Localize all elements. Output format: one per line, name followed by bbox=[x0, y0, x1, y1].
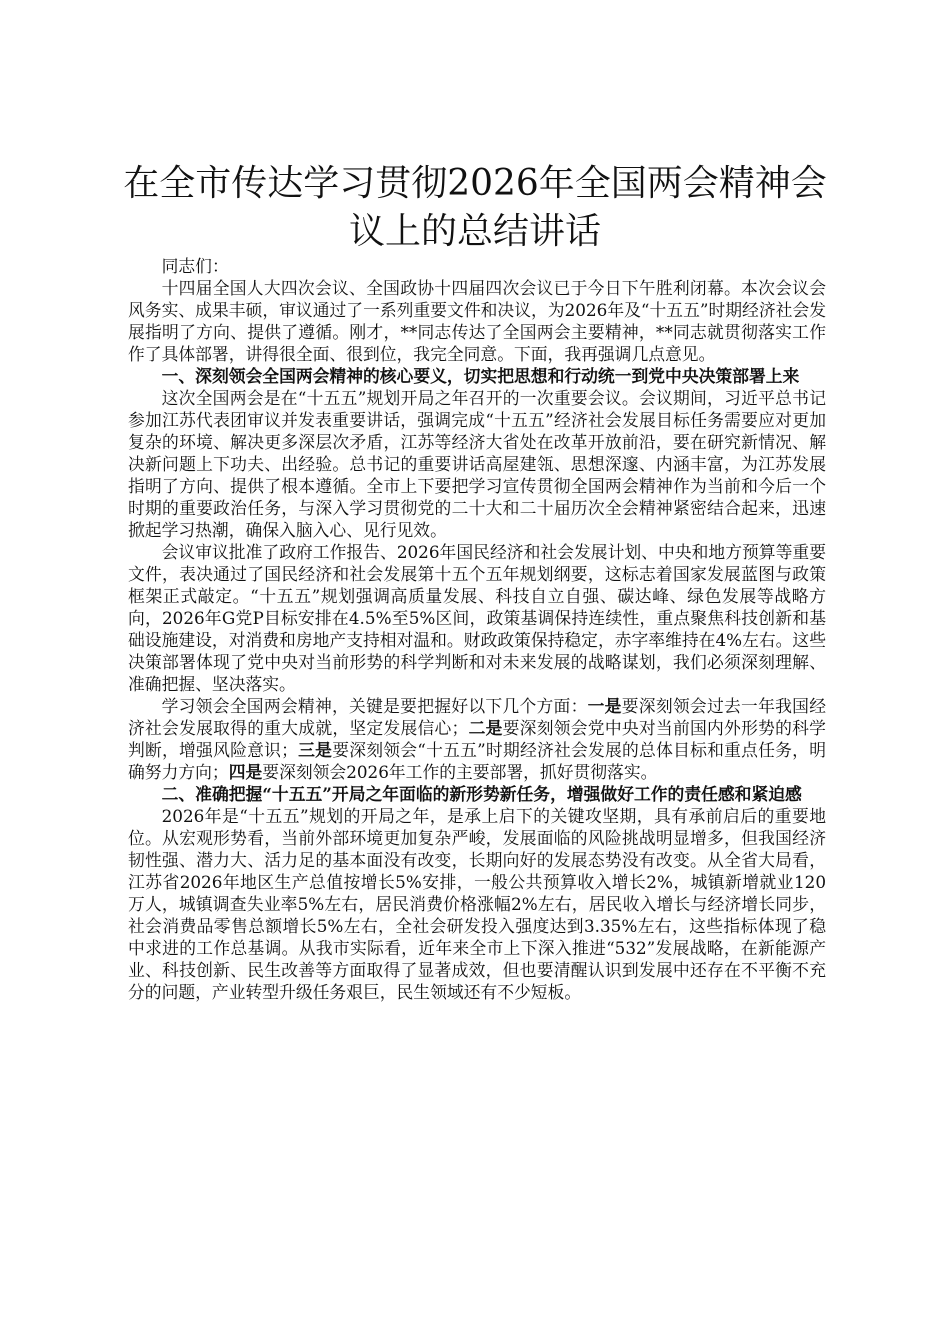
title-line-1: 在全市传达学习贯彻2026年全国两会精神会 bbox=[123, 163, 827, 204]
paragraph-3: 会议审议批准了政府工作报告、2026年国民经济和社会发展计划、中央和地方预算等重要文件，表决通过了国民经济和社会发展第十五个五年规划纲要，这标志着国家发展蓝图与政策框架正式敲定。“十五五”规划强调高质量发展、科技自立自强、碳达峰、绿色发展等战略方向，2026年G党P目标安排在4.5%至5%区间，政策基调保持连续性，重点聚焦科技创新和基础设施建设，对消费和房地产支持相对温和。财政政策保持稳定，赤字率维持在4%左右。这些决策部署体现了党中央对当前形势的科学判断和对未来发展的战略谋划，我们必须深刻理解、准确把握、坚决落实。 bbox=[128, 542, 826, 694]
p4-marker-3: 三是 bbox=[297, 740, 333, 760]
p4-lead: 学习领会全国两会精神，关键是要把握好以下几个方面： bbox=[161, 696, 588, 716]
paragraph-5: 2026年是“十五五”规划的开局之年，是承上启下的关键攻坚期，具有承前启后的重要地位。从宏观形势看，当前外部环境更加复杂严峻，发展面临的风险挑战明显增多，但我国经济韧性强、潜力大、活力足的基本面没有改变，长期向好的发展态势没有改变。从全省大局看，江苏省2026年地区生产总值按增长5%安排，一般公共预算收入增长2%，城镇新增就业120万人，城镇调查失业率5%左右，居民消费价格涨幅2%左右，居民收入增长与经济增长同步，社会消费品零售总额增长5%左右，全社会研发投入强度达到3.35%左右，这些指标体现了稳中求进的工作总基调。从我市实际看，近年来全市上下深入推进“532”发展战略，在新能源产业、科技创新、民生改善等方面取得了显著成效，但也要清醒认识到发展中还存在不平衡不充分的问题，产业转型升级任务艰巨，民生领域还有不少短板。 bbox=[128, 806, 826, 1002]
p4-marker-1: 一是 bbox=[587, 696, 622, 716]
p4-point-2: 要深刻领会党中央对当前国内外形势的科学判断，增强风险意识； bbox=[128, 718, 826, 760]
salutation: 同志们： bbox=[161, 256, 229, 276]
p4-point-4: 要深刻领会2026年工作的主要部署，抓好贯彻落实。 bbox=[262, 762, 658, 782]
document-title bbox=[120, 160, 830, 256]
p4-marker-2: 二是 bbox=[468, 718, 503, 738]
section-heading-1: 一、深刻领会全国两会精神的核心要义，切实把思想和行动统一到党中央决策部署上来 bbox=[161, 366, 800, 386]
section-heading-2: 二、准确把握“十五五”开局之年面临的新形势新任务，增强做好工作的责任感和紧迫感 bbox=[161, 784, 802, 804]
paragraph-4 bbox=[128, 695, 826, 783]
p4-point-3: 要深刻领会“十五五”时期经济社会发展的总体目标和重点任务，明确努力方向； bbox=[128, 740, 826, 782]
document-body bbox=[128, 255, 826, 1003]
paragraph-intro: 十四届全国人大四次会议、全国政协十四届四次会议已于今日下午胜利闭幕。本次会议会风务实、成果丰硕，审议通过了一系列重要文件和决议，为2026年及“十五五”时期经济社会发展指明了方向、提供了遵循。刚才，**同志传达了全国两会主要精神，**同志就贯彻落实工作作了具体部署，讲得很全面、很到位，我完全同意。下面，我再强调几点意见。 bbox=[128, 278, 826, 364]
title-line-2: 议上的总结讲话 bbox=[348, 211, 601, 252]
paragraph-2: 这次全国两会是在“十五五”规划开局之年召开的一次重要会议。会议期间，习近平总书记参加江苏代表团审议并发表重要讲话，强调完成“十五五”经济社会发展目标任务需要应对更加复杂的环境、解决更多深层次矛盾，江苏等经济大省处在改革开放前沿，要在研究新情况、解决新问题上下功夫、出经验。总书记的重要讲话高屋建瓴、思想深邃、内涵丰富，为江苏发展指明了方向、提供了根本遵循。全市上下要把学习宣传贯彻全国两会精神作为当前和今后一个时期的重要政治任务，与深入学习贯彻党的二十大和二十届历次全会精神紧密结合起来，迅速掀起学习热潮，确保入脑入心、见行见效。 bbox=[128, 388, 826, 540]
p4-point-1: 要深刻领会过去一年我国经济社会发展取得的重大成就，坚定发展信心； bbox=[128, 696, 826, 738]
p4-marker-4: 四是 bbox=[228, 762, 263, 782]
